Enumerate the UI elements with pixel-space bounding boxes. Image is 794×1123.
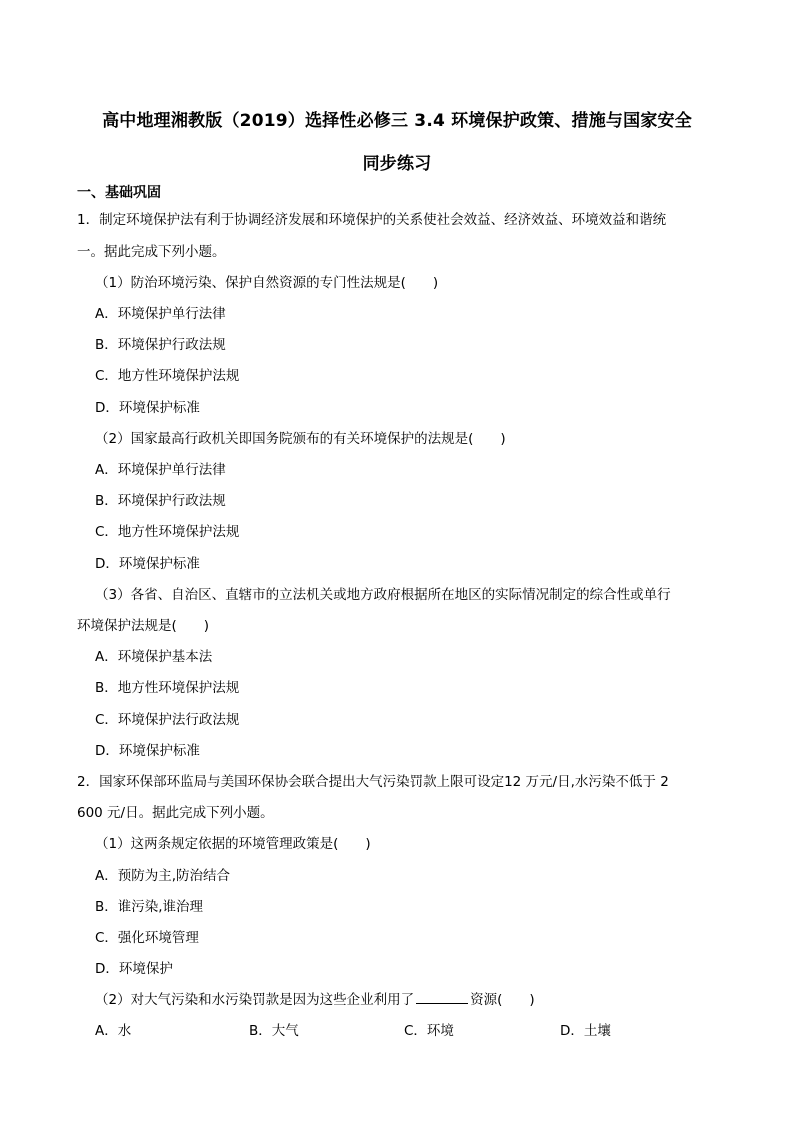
q1-sub2-option-d[interactable]: D．环境保护标准 bbox=[95, 556, 200, 572]
q1-sub1-option-a[interactable]: A．环境保护单行法律 bbox=[95, 306, 226, 322]
q1-sub3-text-line1: （3）各省、自治区、直辖市的立法机关或地方政府根据所在地区的实际情况制定的综合性或单行 bbox=[95, 587, 671, 603]
q2-stem-line1: 2．国家环保部环监局与美国环保协会联合提出大气污染罚款上限可设定12 万元/日,水污染不低于 2 bbox=[77, 774, 669, 790]
q1-sub1-text: （1）防治环境污染、保护自然资源的专门性法规是( ) bbox=[95, 275, 439, 291]
q2-sub2-option-c[interactable]: C．环境 bbox=[404, 1023, 454, 1039]
q2-sub1-option-a[interactable]: A．预防为主,防治结合 bbox=[95, 868, 231, 884]
q2-sub1-option-c[interactable]: C．强化环境管理 bbox=[95, 930, 199, 946]
q2-sub1-option-b[interactable]: B．谁污染,谁治理 bbox=[95, 899, 204, 915]
document-title-line2: 同步练习 bbox=[362, 154, 432, 174]
q2-sub2-option-d[interactable]: D．土壤 bbox=[560, 1023, 611, 1039]
q2-sub2-text-before: （2）对大气污染和水污染罚款是因为这些企业利用了 bbox=[95, 992, 415, 1008]
q2-sub1-text: （1）这两条规定依据的环境管理政策是( ) bbox=[95, 836, 371, 852]
q1-sub1-option-d[interactable]: D．环境保护标准 bbox=[95, 400, 200, 416]
q1-sub2-text: （2）国家最高行政机关即国务院颁布的有关环境保护的法规是( ) bbox=[95, 431, 506, 447]
q1-stem-line2: 一。据此完成下列小题。 bbox=[77, 244, 226, 260]
q1-stem-line1: 1．制定环境保护法有利于协调经济发展和环境保护的关系使社会效益、经济效益、环境效益和谐统 bbox=[77, 212, 667, 228]
q2-sub2-option-b[interactable]: B．大气 bbox=[249, 1023, 299, 1039]
q2-sub2-text bbox=[95, 988, 535, 1008]
q1-sub3-text-line2: 环境保护法规是( ) bbox=[77, 618, 210, 634]
q2-sub1-option-d[interactable]: D．环境保护 bbox=[95, 961, 173, 977]
q1-sub3-option-a[interactable]: A．环境保护基本法 bbox=[95, 649, 213, 665]
q1-sub3-option-b[interactable]: B．地方性环境保护法规 bbox=[95, 680, 240, 696]
q2-stem-line2: 600 元/日。据此完成下列小题。 bbox=[77, 805, 274, 821]
q1-sub2-option-c[interactable]: C．地方性环境保护法规 bbox=[95, 524, 240, 540]
q1-sub1-option-b[interactable]: B．环境保护行政法规 bbox=[95, 337, 226, 353]
document-title-line1: 高中地理湘教版（2019）选择性必修三 3.4 环境保护政策、措施与国家安全 bbox=[102, 111, 692, 131]
q2-sub2-text-after: 资源( ) bbox=[470, 992, 535, 1008]
q1-sub3-option-d[interactable]: D．环境保护标准 bbox=[95, 743, 200, 759]
q2-sub2-option-a[interactable]: A．水 bbox=[95, 1023, 132, 1039]
section-heading: 一、基础巩固 bbox=[77, 185, 161, 201]
q1-sub3-option-c[interactable]: C．环境保护法行政法规 bbox=[95, 712, 240, 728]
answer-blank bbox=[416, 990, 468, 1004]
q1-sub1-option-c[interactable]: C．地方性环境保护法规 bbox=[95, 368, 240, 384]
q1-sub2-option-a[interactable]: A．环境保护单行法律 bbox=[95, 462, 226, 478]
q1-sub2-option-b[interactable]: B．环境保护行政法规 bbox=[95, 493, 226, 509]
